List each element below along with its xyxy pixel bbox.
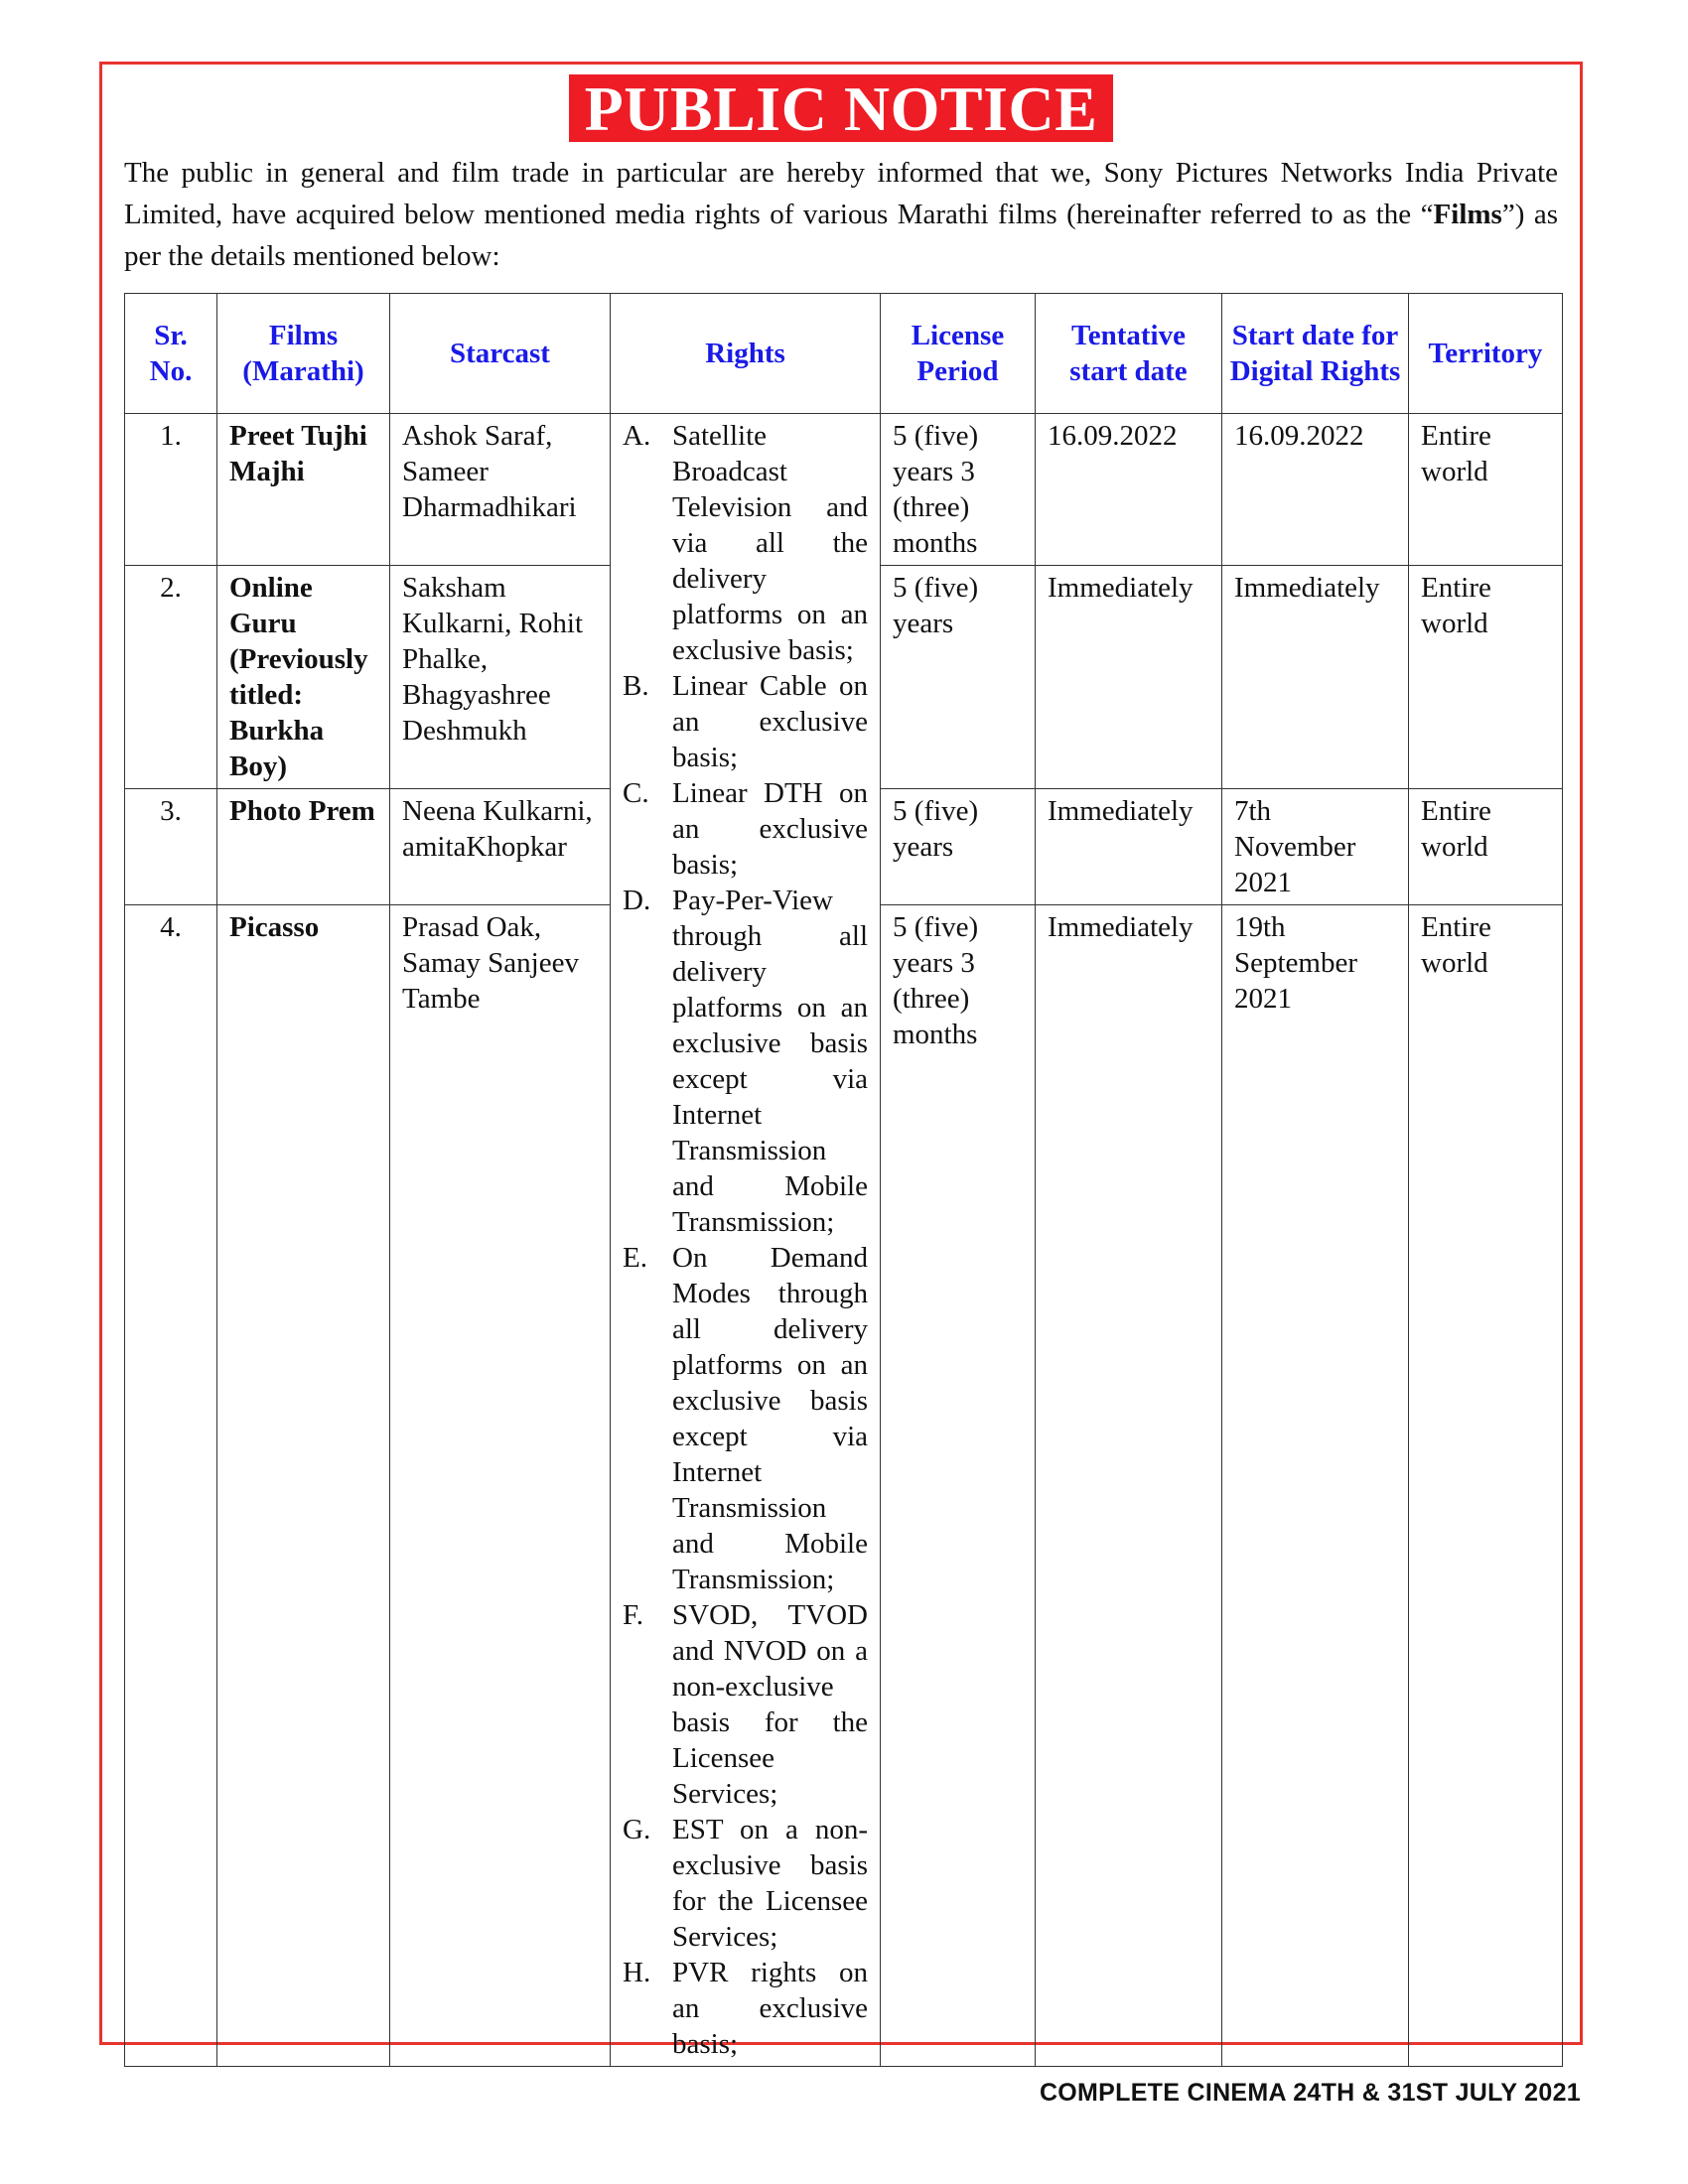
row-digital-start: 7th November 2021 bbox=[1222, 789, 1409, 905]
intro-films-term: Films bbox=[1433, 199, 1502, 230]
row-tentative-start: Immediately bbox=[1036, 566, 1222, 789]
header-starcast: Starcast bbox=[390, 294, 611, 414]
rights-item bbox=[623, 1240, 868, 1597]
rights-item-text: Satellite Broadcast Television and via all the delivery platforms on an exclusive basis; bbox=[672, 420, 868, 666]
rights-item-text: Linear Cable on an exclusive basis; bbox=[672, 670, 868, 773]
rights-item bbox=[623, 418, 868, 668]
rights-item bbox=[623, 1955, 868, 2062]
rights-item-text: Pay-Per-View through all delivery platforms on an exclusive basis except via Internet Transmission and Mobile Transmission; bbox=[672, 885, 868, 1238]
table-row bbox=[125, 414, 1563, 566]
intro-text-end: ”) as per the details mentioned below: bbox=[124, 199, 1558, 272]
rights-item bbox=[623, 775, 868, 883]
rights-item-letter: G. bbox=[623, 1814, 651, 1845]
row-territory: Entire world bbox=[1409, 789, 1563, 905]
films-rights-table bbox=[124, 293, 1563, 2067]
row-tentative-start: 16.09.2022 bbox=[1036, 414, 1222, 566]
row-license-period: 5 (five) years 3 (three) months bbox=[881, 414, 1036, 566]
header-films: Films (Marathi) bbox=[217, 294, 390, 414]
rights-item-letter: H. bbox=[623, 1957, 651, 1988]
row-digital-start: 16.09.2022 bbox=[1222, 414, 1409, 566]
row-digital-start: 19th September 2021 bbox=[1222, 905, 1409, 2067]
row-sr-no: 4. bbox=[125, 905, 217, 2067]
rights-item-letter: E. bbox=[623, 1242, 647, 1274]
rights-item-letter: B. bbox=[623, 670, 649, 702]
rights-list-cell bbox=[611, 414, 881, 2067]
rights-item bbox=[623, 1597, 868, 1812]
publication-footer: COMPLETE CINEMA 24TH & 31ST JULY 2021 bbox=[1039, 2079, 1581, 2107]
row-license-period: 5 (five) years bbox=[881, 789, 1036, 905]
header-sr-no: Sr. No. bbox=[125, 294, 217, 414]
intro-text-start: The public in general and film trade in particular are hereby informed that we, Sony Pictures Networks India Private Limited, have acquired below mentioned media rights of various Marathi films (hereinafter referred to as the “ bbox=[124, 157, 1558, 230]
header-rights: Rights bbox=[611, 294, 881, 414]
row-starcast: Neena Kulkarni, amitaKhopkar bbox=[390, 789, 611, 905]
title-wrapper bbox=[102, 74, 1580, 142]
row-film-title: Online Guru (Previously titled: Burkha Boy) bbox=[217, 566, 390, 789]
rights-item-letter: F. bbox=[623, 1599, 644, 1631]
row-tentative-start: Immediately bbox=[1036, 905, 1222, 2067]
row-film-title: Picasso bbox=[217, 905, 390, 2067]
header-territory: Territory bbox=[1409, 294, 1563, 414]
row-license-period: 5 (five) years bbox=[881, 566, 1036, 789]
row-starcast: Saksham Kulkarni, Rohit Phalke, Bhagyashree Deshmukh bbox=[390, 566, 611, 789]
notice-title: PUBLIC NOTICE bbox=[569, 74, 1114, 142]
row-digital-start: Immediately bbox=[1222, 566, 1409, 789]
rights-item-letter: D. bbox=[623, 885, 651, 916]
rights-item-text: PVR rights on an exclusive basis; bbox=[672, 1957, 868, 2060]
row-film-title: Photo Prem bbox=[217, 789, 390, 905]
rights-item-text: SVOD, TVOD and NVOD on a non-exclusive basis for the Licensee Services; bbox=[672, 1599, 868, 1810]
notice-frame bbox=[99, 62, 1583, 2060]
rights-item-letter: C. bbox=[623, 777, 649, 809]
intro-paragraph bbox=[124, 152, 1558, 277]
row-film-title: Preet Tujhi Majhi bbox=[217, 414, 390, 566]
row-tentative-start: Immediately bbox=[1036, 789, 1222, 905]
row-license-period: 5 (five) years 3 (three) months bbox=[881, 905, 1036, 2067]
row-sr-no: 1. bbox=[125, 414, 217, 566]
rights-item-text: On Demand Modes through all delivery platforms on an exclusive basis except via Internet Transmission and Mobile Transmission; bbox=[672, 1242, 868, 1595]
rights-item bbox=[623, 668, 868, 775]
row-territory: Entire world bbox=[1409, 566, 1563, 789]
header-license-period: License Period bbox=[881, 294, 1036, 414]
row-starcast: Prasad Oak, Samay Sanjeev Tambe bbox=[390, 905, 611, 2067]
rights-item-text: Linear DTH on an exclusive basis; bbox=[672, 777, 868, 881]
row-sr-no: 3. bbox=[125, 789, 217, 905]
rights-item bbox=[623, 1812, 868, 1955]
header-tentative-start: Tentative start date bbox=[1036, 294, 1222, 414]
row-territory: Entire world bbox=[1409, 414, 1563, 566]
header-digital-start: Start date for Digital Rights bbox=[1222, 294, 1409, 414]
rights-item bbox=[623, 883, 868, 1240]
table-header-row bbox=[125, 294, 1563, 414]
rights-item-letter: A. bbox=[623, 420, 651, 452]
rights-item-text: EST on a non-exclusive basis for the Licensee Services; bbox=[672, 1814, 868, 1953]
row-territory: Entire world bbox=[1409, 905, 1563, 2067]
row-starcast: Ashok Saraf, Sameer Dharmadhikari bbox=[390, 414, 611, 566]
row-sr-no: 2. bbox=[125, 566, 217, 789]
